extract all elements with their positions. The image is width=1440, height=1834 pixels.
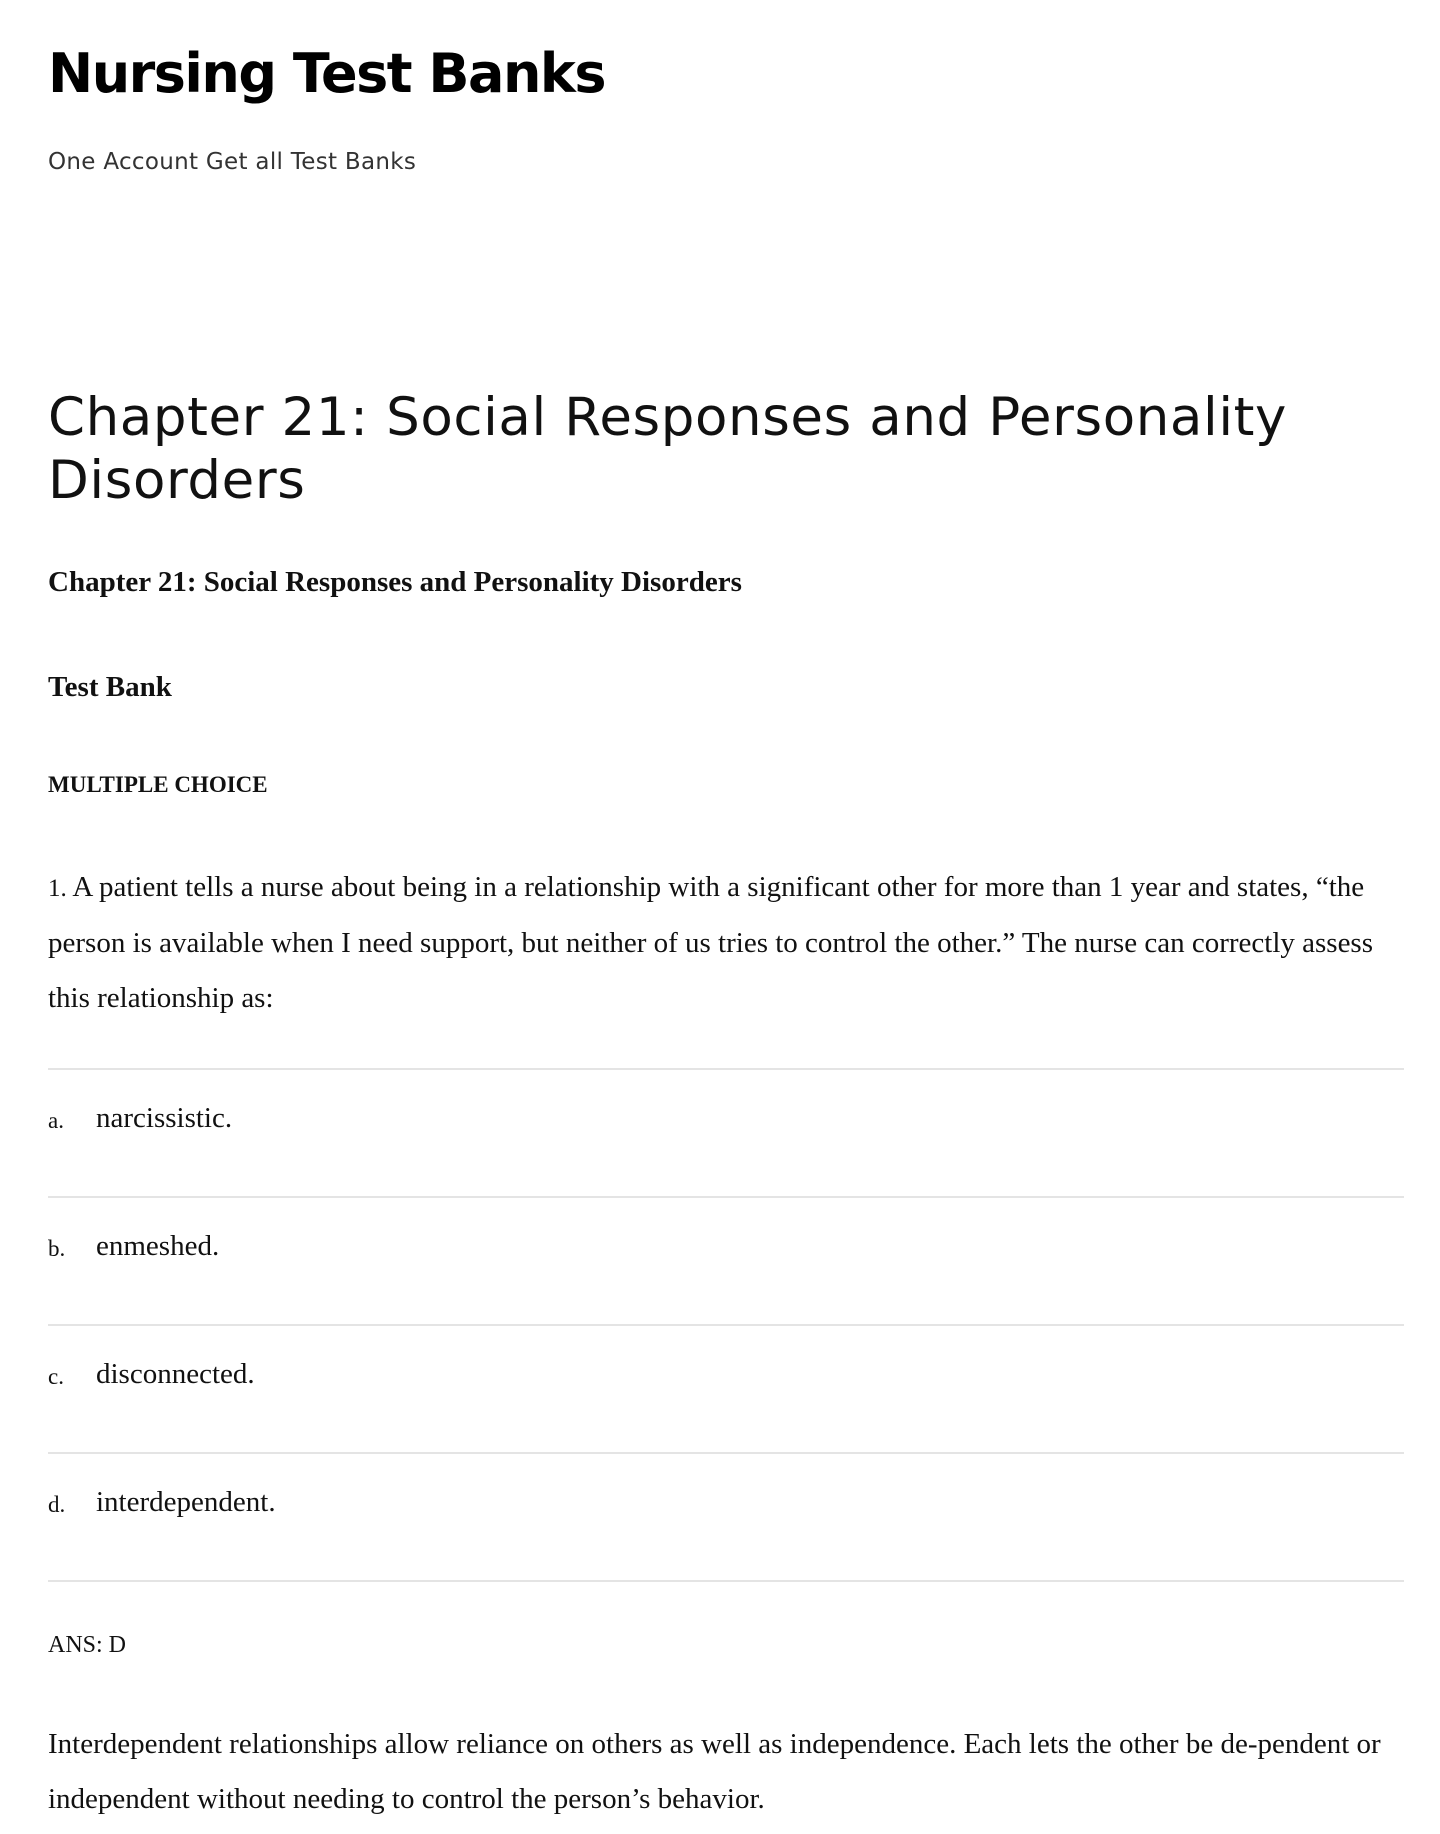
option-letter: c.	[48, 1364, 64, 1389]
option-a	[48, 1068, 1404, 1196]
question-text: A patient tells a nurse about being in a relationship with a significant other for more than 1 year and states, “the person is available when I need support, but neither of us tries to control the other.” The nurse can correctly assess this relationship as:	[48, 871, 1374, 1014]
option-b	[48, 1196, 1404, 1324]
question-type-heading: MULTIPLE CHOICE	[48, 772, 268, 797]
rationale-text: Interdependent relationships allow reliance on others as well as independence. Each lets the other be de-pendent or independent without needing to control the person’s behavior.	[48, 1728, 1381, 1815]
option-text: enmeshed.	[96, 1230, 220, 1262]
chapter-subtitle: Chapter 21: Social Responses and Personality Disorders	[48, 566, 742, 598]
option-text: interdependent.	[96, 1486, 276, 1518]
chapter-title: Chapter 21: Social Responses and Personality Disorders	[48, 387, 1288, 511]
question-number: 1.	[48, 875, 67, 902]
option-letter: b.	[48, 1236, 66, 1261]
answer-options	[48, 1068, 1404, 1582]
option-text: disconnected.	[96, 1358, 255, 1390]
option-text: narcissistic.	[96, 1102, 233, 1134]
option-letter: a.	[48, 1108, 64, 1133]
option-d	[48, 1452, 1404, 1582]
question-stem	[48, 860, 1398, 1026]
option-c	[48, 1324, 1404, 1452]
site-title[interactable]: Nursing Test Banks	[48, 42, 605, 105]
option-letter: d.	[48, 1492, 66, 1517]
site-tagline: One Account Get all Test Banks	[48, 149, 417, 175]
section-heading: Test Bank	[48, 671, 172, 703]
answer-key: ANS: D	[48, 1632, 127, 1658]
